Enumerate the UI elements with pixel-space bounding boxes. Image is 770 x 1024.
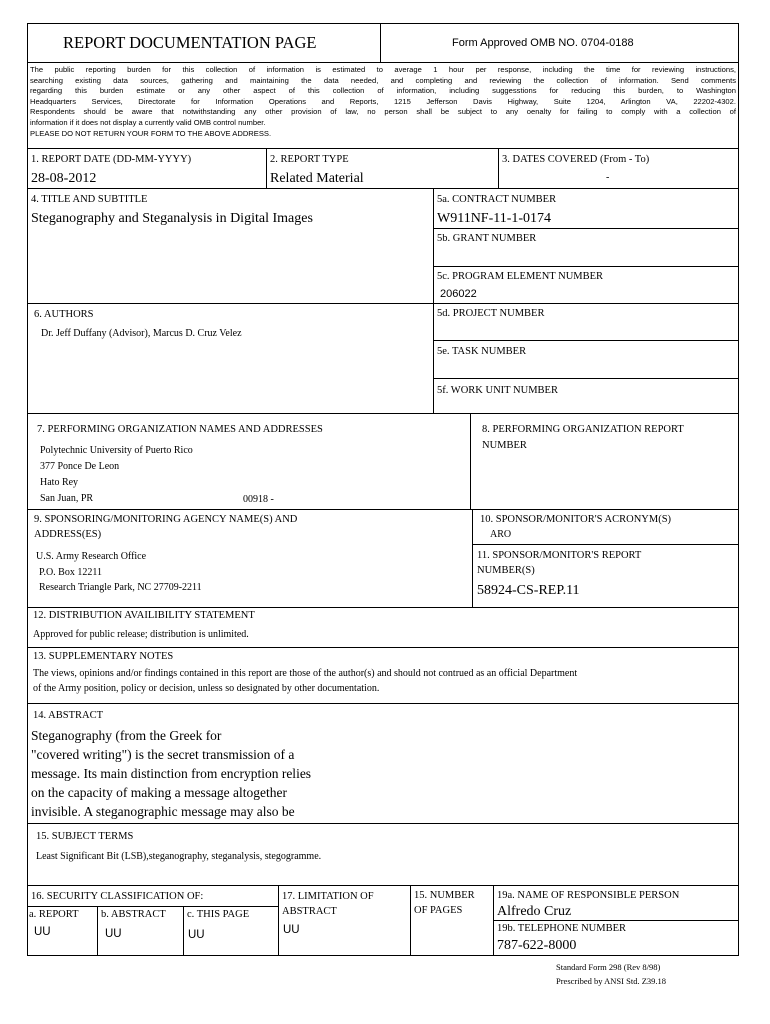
supplementary-notes-line[interactable]: The views, opinions and/or findings contained in this report are those of the author(s) and should not contrued as an official Department — [33, 668, 578, 679]
grant-number-label: 5b. GRANT NUMBER — [437, 233, 537, 244]
performing-report-label: 8. PERFORMING ORGANIZATION REPORT — [482, 424, 684, 435]
sponsoring-agency-line[interactable]: Research Triangle Park, NC 27709-2211 — [39, 582, 202, 593]
limitation-label-2: ABSTRACT — [282, 906, 337, 917]
omb-approval: Form Approved OMB NO. 0704-0188 — [452, 37, 634, 49]
page-class-value[interactable]: UU — [188, 929, 205, 941]
sponsor-report-label-2: NUMBER(S) — [477, 565, 535, 576]
program-element-label: 5c. PROGRAM ELEMENT NUMBER — [437, 271, 604, 282]
work-unit-label: 5f. WORK UNIT NUMBER — [437, 385, 558, 396]
title-subtitle-label: 4. TITLE AND SUBTITLE — [31, 194, 148, 205]
ansi-note: Prescribed by ANSI Std. Z39.18 — [556, 976, 667, 986]
program-element-value[interactable]: 206022 — [440, 288, 477, 300]
number-of-pages-label-2: OF PAGES — [414, 905, 463, 916]
standard-form-note: Standard Form 298 (Rev 8/98) — [556, 962, 661, 972]
performing-org-line[interactable]: San Juan, PR — [40, 493, 94, 504]
sponsor-acronym-label: 10. SPONSOR/MONITOR'S ACRONYM(S) — [480, 514, 672, 525]
report-type-value[interactable]: Related Material — [270, 171, 364, 186]
sponsor-report-value[interactable]: 58924-CS-REP.11 — [477, 583, 580, 598]
subject-terms-label: 15. SUBJECT TERMS — [36, 831, 134, 842]
distribution-value[interactable]: Approved for public release; distribution is unlimited. — [33, 629, 249, 640]
supplementary-notes-label: 13. SUPPLEMENTARY NOTES — [33, 651, 174, 662]
sponsor-report-label: 11. SPONSOR/MONITOR'S REPORT — [477, 550, 642, 561]
sponsoring-agency-line[interactable]: P.O. Box 12211 — [39, 567, 102, 578]
burden-notice — [30, 65, 736, 139]
sponsoring-agency-line[interactable]: U.S. Army Research Office — [36, 551, 147, 562]
report-date-value[interactable]: 28-08-2012 — [31, 171, 97, 186]
abstract-line: message. Its main distinction from encryption relies — [31, 766, 312, 781]
telephone-label: 19b. TELEPHONE NUMBER — [497, 923, 627, 934]
responsible-person-label: 19a. NAME OF RESPONSIBLE PERSON — [497, 890, 680, 901]
contract-number-value[interactable]: W911NF-11-1-0174 — [437, 211, 552, 226]
page-title: REPORT DOCUMENTATION PAGE — [63, 33, 317, 52]
sponsoring-agency-label-2: ADDRESS(ES) — [34, 529, 102, 540]
authors-value[interactable]: Dr. Jeff Duffany (Advisor), Marcus D. Cruz Velez — [41, 328, 242, 339]
distribution-label: 12. DISTRIBUTION AVAILIBILITY STATEMENT — [33, 610, 255, 621]
abstract-class-label: b. ABSTRACT — [101, 909, 166, 920]
dates-covered-value[interactable]: - — [606, 172, 610, 183]
project-number-label: 5d. PROJECT NUMBER — [437, 308, 545, 319]
number-of-pages-label: 15. NUMBER — [414, 890, 475, 901]
responsible-person-value[interactable]: Alfredo Cruz — [497, 904, 572, 919]
report-type-label: 2. REPORT TYPE — [270, 154, 349, 165]
authors-label: 6. AUTHORS — [34, 309, 94, 320]
burden-line: regarding this burden estimate or any other aspect of this collection of information, including suggesstions for reducing this burden, to Washington — [30, 86, 736, 96]
security-classification-label: 16. SECURITY CLASSIFICATION OF: — [31, 891, 204, 902]
performing-org-line[interactable]: Polytechnic University of Puerto Rico — [40, 445, 193, 456]
performing-org-zip[interactable]: 00918 - — [243, 494, 274, 505]
report-class-value[interactable]: UU — [34, 926, 51, 938]
burden-line: Headquarters Services, Directorate for Information Operations and Reports, 1215 Jefferson Davis Highway, Suite 1204, Arlington VA, 22202-4302. — [30, 96, 736, 106]
burden-line: Respondents should be aware that notwithstanding any other provision of law, no person shall be subject to any oenalty for failing to comply with a collection of — [30, 107, 736, 117]
subject-terms-value[interactable]: Least Significant Bit (LSB),steganography, steganalysis, stegogramme. — [36, 851, 322, 862]
performing-report-label-2: NUMBER — [482, 440, 527, 451]
title-subtitle-value[interactable]: Steganography and Steganalysis in Digital Images — [31, 211, 313, 226]
performing-org-line[interactable]: 377 Ponce De Leon — [40, 461, 120, 472]
burden-line: The public reporting burden for this collection of information is estimated to average 1 hour per response, including the time for reviewing instructions, — [30, 65, 736, 74]
supplementary-notes-line[interactable]: of the Army position, policy or decision, unless so designated by other documentation. — [33, 683, 380, 694]
task-number-label: 5e. TASK NUMBER — [437, 346, 527, 357]
abstract-text[interactable] — [31, 726, 311, 821]
performing-org-line[interactable]: Hato Rey — [40, 477, 79, 488]
burden-line: searching existing data sources, gathering and maintaining the data needed, and completing and reviewing the collection of information. Send comments — [30, 75, 736, 85]
sponsor-acronym-value[interactable]: ARO — [490, 529, 512, 540]
abstract-line: Steganography (from the Greek for — [31, 728, 222, 743]
abstract-line: invisible. A steganographic message may also be — [31, 804, 295, 819]
dates-covered-label: 3. DATES COVERED (From - To) — [502, 154, 650, 165]
burden-line: PLEASE DO NOT RETURN YOUR FORM TO THE ABOVE ADDRESS. — [30, 128, 272, 138]
sponsoring-agency-label: 9. SPONSORING/MONITORING AGENCY NAME(S) AND — [34, 514, 298, 525]
performing-org-label: 7. PERFORMING ORGANIZATION NAMES AND ADDRESSES — [37, 424, 323, 435]
abstract-class-value[interactable]: UU — [105, 928, 122, 940]
telephone-value[interactable]: 787-622-8000 — [497, 938, 577, 953]
page-class-label: c. THIS PAGE — [187, 909, 250, 920]
limitation-value[interactable]: UU — [283, 924, 300, 936]
abstract-line: on the capacity of making a message altogether — [31, 785, 288, 800]
report-class-label: a. REPORT — [29, 909, 79, 920]
burden-line: information if it does not display a currently valid OMB control number. — [30, 117, 266, 127]
limitation-label: 17. LIMITATION OF — [282, 891, 374, 902]
report-date-label: 1. REPORT DATE (DD-MM-YYYY) — [31, 154, 192, 165]
abstract-label: 14. ABSTRACT — [33, 710, 104, 721]
abstract-line: "covered writing") is the secret transmission of a — [31, 747, 295, 762]
contract-number-label: 5a. CONTRACT NUMBER — [437, 194, 557, 205]
